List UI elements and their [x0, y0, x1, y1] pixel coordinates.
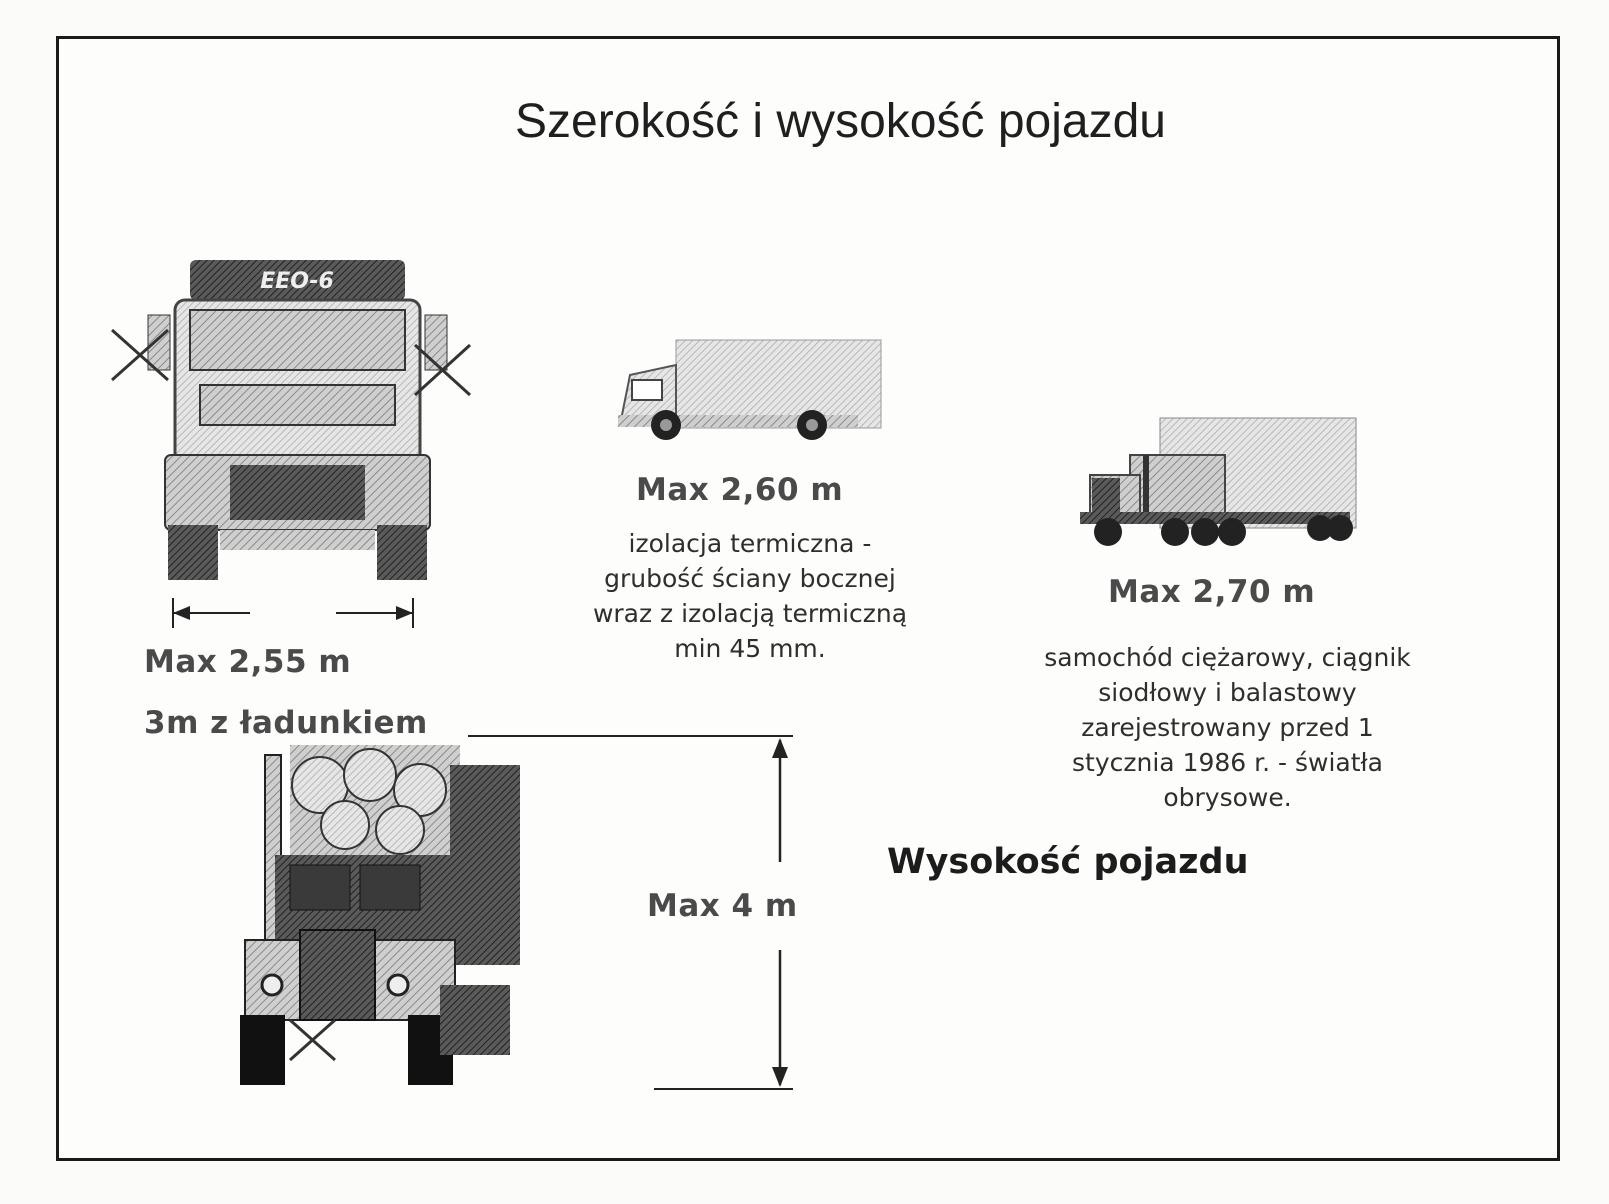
box-truck-note-line: wraz z izolacją termiczną — [592, 599, 908, 628]
logging-truck — [240, 745, 520, 1085]
box-truck-width-label: Max 2,60 m — [636, 472, 844, 508]
semi-truck-note — [1010, 640, 1445, 815]
semi-truck-note-line: zarejestrowany przed 1 — [1081, 713, 1374, 742]
semi-truck-note-line: obrysowe. — [1163, 783, 1292, 812]
box-truck-note-line: min 45 mm. — [674, 634, 826, 663]
height-label: Max 4 m — [647, 888, 798, 924]
slide-title: Szerokość i wysokość pojazdu — [515, 95, 1166, 148]
box-truck-note — [555, 526, 945, 666]
front-truck — [112, 260, 470, 580]
grille-text: EEO-6 — [260, 269, 334, 294]
semi-truck-width-label: Max 2,70 m — [1108, 574, 1316, 610]
box-truck-note-line: grubość ściany bocznej — [604, 564, 896, 593]
with-load-label: 3m z ładunkiem — [144, 705, 428, 741]
front-truck-width-label: Max 2,55 m — [144, 644, 352, 680]
semi-truck-note-line: siodłowy i balastowy — [1098, 678, 1357, 707]
semi-truck-note-line: stycznia 1986 r. - światła — [1072, 748, 1383, 777]
box-truck — [618, 340, 881, 440]
box-truck-note-line: izolacja termiczna - — [628, 529, 872, 558]
semi-truck-note-line: samochód ciężarowy, ciągnik — [1044, 643, 1411, 672]
semi-truck — [1080, 418, 1356, 546]
width-dimension-arrow — [173, 598, 413, 628]
height-section-heading: Wysokość pojazdu — [887, 842, 1249, 882]
